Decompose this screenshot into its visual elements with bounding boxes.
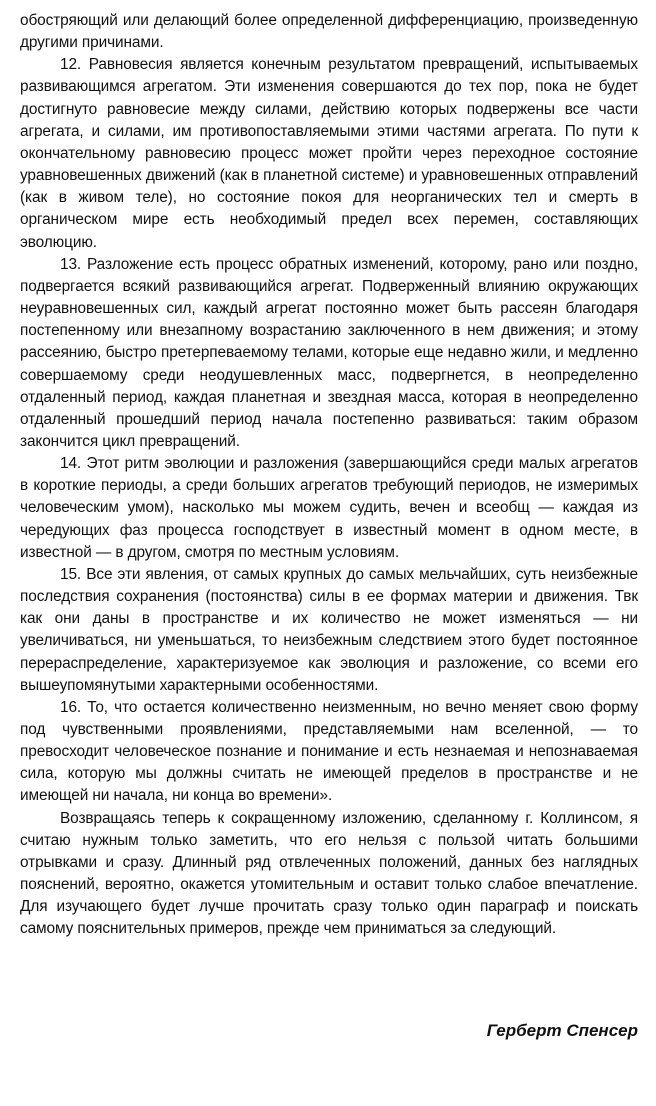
paragraph-13: 13. Разложение есть процесс обратных изменений, которому, рано или поздно, подвергается всякий развивающийся агрегат. Подверженный влиянию окружающих неуравновешенных сил, каждый агрегат постоянно может быть рассеян благодаря постепенному или внезапному возрастанию заключенного в нем движения; и этому рассеянию, быстро претерпеваемому телами, которые еще недавно жили, и медленно совершаемому среди неодушевленных масс, подвергнется, в неопределенно отдаленный период, каждая планетная и звездная масса, которая в неопределенно отдаленный прошедший период начала постепенно развиваться: таким образом закончится цикл превращений.	[20, 255, 638, 450]
page-text	[20, 10, 638, 941]
paragraph-12: 12. Равновесия является конечным результатом превращений, испытываемых развивающимся агрегатом. Эти изменения совершаются до тех пор, пока не будет достигнуто равновесие между силами, действию которых подвержены все части агрегата, и силами, им противопоставляемыми этими частями агрегата. По пути к окончательному равновесию процесс может пройти через переходное состояние уравновешенных движений (как в планетной системе) и уравновешенных отправлений (как в живом теле), но состояние покоя для неорганических тел и смерть в органическом мире есть необходимый предел всех перемен, составляющих эволюцию.	[20, 56, 638, 251]
paragraph-15: 15. Все эти явления, от самых крупных до самых мельчайших, суть неизбежные последствия сохранения (постоянства) силы в ее формах материи и движения. Твк как они даны в пространстве и их количество не может изменяться — ни увеличиваться, ни уменьшаться, то неизбежным следствием этого будет постоянное перераспределение, характеризуемое как эволюция и разложение, со всеми его вышеупомянутыми характерными особенностями.	[20, 565, 638, 694]
author-signature: Герберт Спенсер	[486, 1021, 638, 1040]
paragraph-16: 16. То, что остается количественно неизменным, но вечно меняет свою форму под чувственными проявлениями, представляемыми нам вселенной, — то превосходит человеческое познание и понимание и есть незнаемая и непознаваемая сила, которую мы должны считать не имеющей пределов в пространстве и не имеющей ни начала, ни конца во времени».	[20, 698, 638, 805]
paragraph-14: 14. Этот ритм эволюции и разложения (завершающийся среди малых агрегатов в короткие периоды, а среди больших агрегатов требующий периодов, не измеримых человеческим умом), насколько мы можем судить, вечен и всеобщ — каждая из чередующих фаз процесса господствует в известный момент в одном месте, в известной — в другом, смотря по местным условиям.	[20, 455, 638, 561]
paragraph-continuation: обостряющий или делающий более определенной дифференциацию, произведенную другими причинами.	[20, 12, 638, 52]
paragraph-closing: Возвращаясь теперь к сокращенному изложению, сделанному г. Коллинсом, я считаю нужным только заметить, что его нельзя с пользой читать большими отрывками и сразу. Длинный ряд отвлеченных положений, данных без наглядных пояснений, вероятно, окажется утомительным и оставит только слабое впечатление. Для изучающего будет лучше прочитать сразу только один параграф и поискать самому пояснительных примеров, прежде чем приниматься за следующий.	[20, 809, 638, 938]
